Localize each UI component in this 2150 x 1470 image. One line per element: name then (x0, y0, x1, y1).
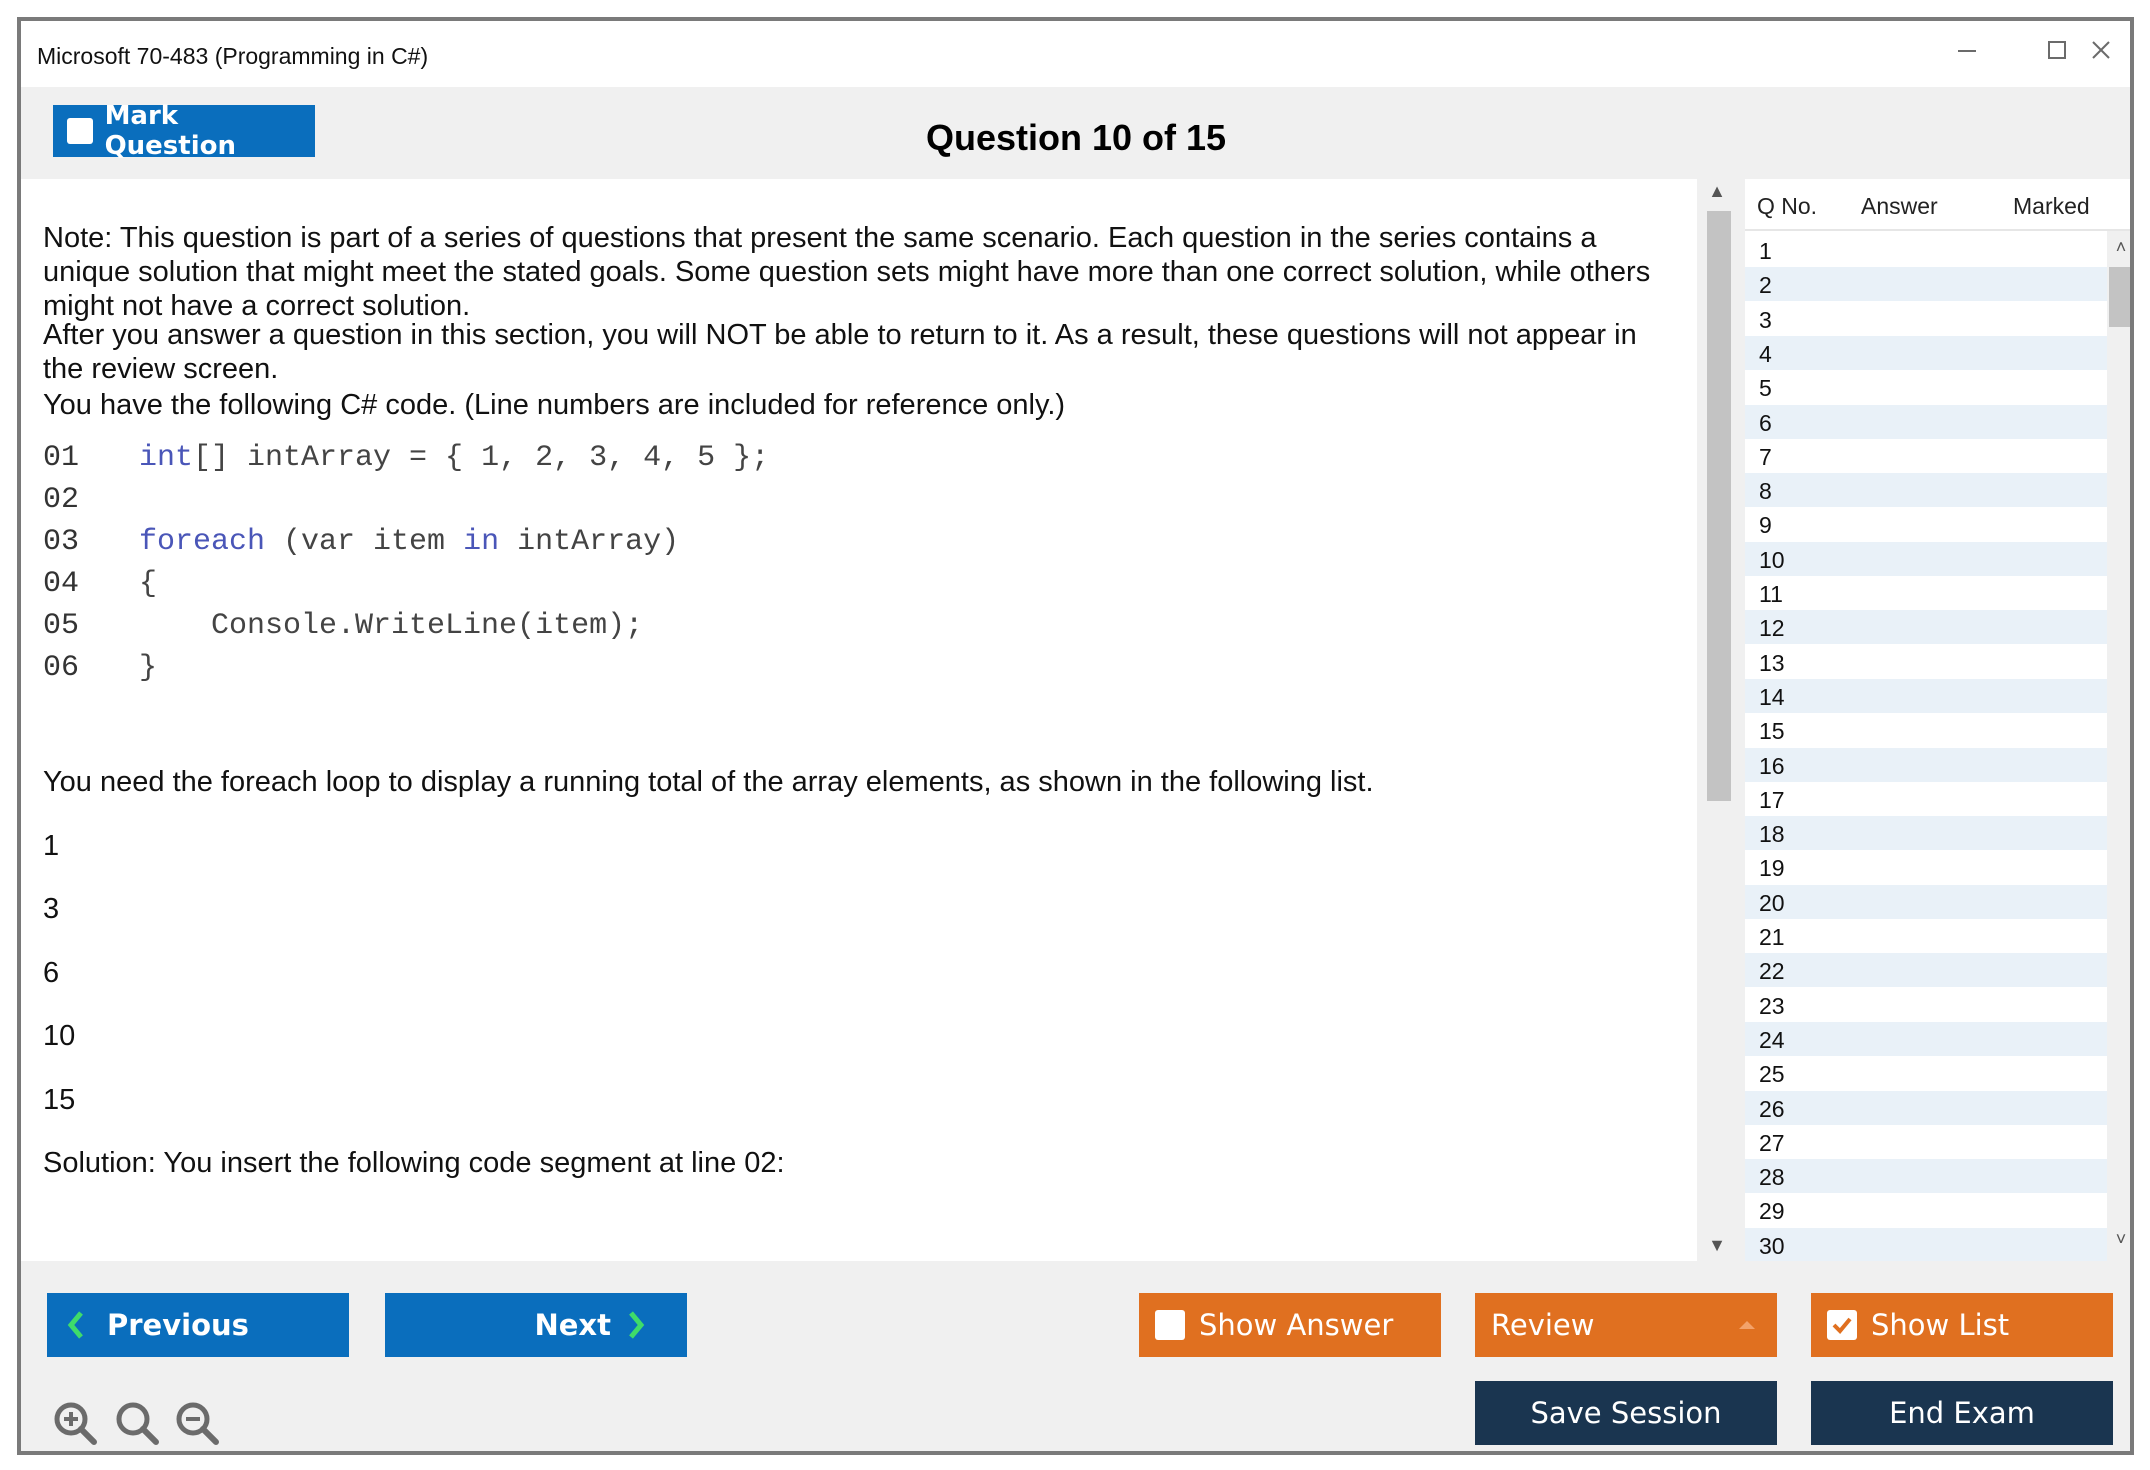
question-list-row[interactable] (1745, 370, 2107, 404)
caret-up-icon (1735, 1315, 1759, 1335)
question-list-row[interactable] (1745, 988, 2107, 1022)
list-scroll-up-icon[interactable]: ˄ (2115, 237, 2127, 257)
code-line (43, 609, 1243, 651)
question-number: 2 (1759, 272, 1772, 299)
question-number: 20 (1759, 889, 1785, 916)
running-total-item: 10 (43, 1020, 76, 1052)
chevron-left-icon (47, 1305, 107, 1345)
question-paragraph-note: Note: This question is part of a series of questions that present the same scenario. Each question in the series contains a unique solution that might meet the stated goals. Some question sets might have more than one correct solution, while others might not have a correct solution. (43, 222, 1651, 322)
show-list-label: Show List (1871, 1308, 2010, 1342)
code-line-number: 06 (43, 651, 80, 685)
footer-toolbar (21, 1261, 2130, 1455)
show-list-checkbox-icon[interactable] (1827, 1310, 1857, 1340)
question-list-row[interactable] (1745, 405, 2107, 439)
question-content (21, 179, 1697, 1261)
question-list (1745, 179, 2134, 1261)
question-number: 15 (1759, 718, 1785, 745)
mark-question-label: Mark Question (104, 101, 236, 161)
question-number: 24 (1759, 1026, 1785, 1053)
show-answer-checkbox-icon[interactable] (1155, 1310, 1185, 1340)
question-list-row[interactable] (1745, 816, 2107, 850)
question-list-row[interactable] (1745, 267, 2107, 301)
question-list-row[interactable] (1745, 782, 2107, 816)
scroll-thumb[interactable] (1707, 211, 1731, 801)
code-line-text: } (139, 651, 158, 685)
show-answer-button[interactable] (1139, 1293, 1441, 1357)
question-number: 17 (1759, 786, 1785, 813)
minimize-icon[interactable] (1937, 35, 1997, 75)
question-paragraph-code-intro: You have the following C# code. (Line numbers are included for reference only.) (43, 389, 1066, 421)
question-list-row[interactable] (1745, 1125, 2107, 1159)
title-bar (21, 21, 2130, 87)
running-total-item: 1 (43, 830, 60, 862)
question-number: 12 (1759, 615, 1785, 642)
question-list-row[interactable] (1745, 645, 2107, 679)
question-number: 1 (1759, 238, 1772, 264)
list-scroll-thumb[interactable] (2109, 267, 2133, 327)
question-paragraph-warning: After you answer a question in this section, you will NOT be able to return to it. As a result, these questions will not appear in the review screen. (43, 319, 1637, 385)
question-list-row[interactable] (1745, 576, 2107, 610)
code-line-number: 03 (43, 525, 80, 559)
zoom-reset-icon[interactable] (113, 1399, 163, 1449)
question-list-row[interactable] (1745, 1056, 2107, 1090)
question-number: 29 (1759, 1198, 1785, 1225)
show-answer-label: Show Answer (1199, 1308, 1394, 1342)
review-button[interactable] (1475, 1293, 1777, 1357)
question-list-row[interactable] (1745, 953, 2107, 987)
question-list-row[interactable] (1745, 748, 2107, 782)
scroll-down-icon[interactable]: ▼ (1708, 1235, 1726, 1255)
question-list-header (1745, 179, 2134, 231)
question-number: 9 (1759, 512, 1772, 539)
code-line-number: 04 (43, 567, 80, 601)
question-number: 19 (1759, 855, 1785, 882)
close-icon[interactable] (2071, 35, 2131, 75)
question-number: 8 (1759, 478, 1772, 505)
question-list-row[interactable] (1745, 1228, 2107, 1261)
question-number: 10 (1759, 546, 1785, 573)
next-label: Next (534, 1308, 611, 1342)
next-button[interactable] (385, 1293, 687, 1357)
question-number: 14 (1759, 683, 1785, 710)
save-session-button[interactable] (1475, 1381, 1777, 1445)
previous-button[interactable] (47, 1293, 349, 1357)
column-marked[interactable]: Marked (2013, 193, 2090, 219)
column-answer[interactable]: Answer (1861, 193, 1938, 219)
content-scrollbar[interactable] (1697, 179, 1737, 1261)
code-line-number: 05 (43, 609, 80, 643)
question-list-row[interactable] (1745, 1091, 2107, 1125)
question-number: 16 (1759, 752, 1785, 779)
list-scrollbar[interactable] (2107, 231, 2134, 1261)
end-exam-label: End Exam (1889, 1396, 2035, 1430)
list-scroll-down-icon[interactable]: ˅ (2115, 1229, 2127, 1249)
question-number: 13 (1759, 649, 1785, 676)
code-line-text: int[] intArray = { 1, 2, 3, 4, 5 }; (139, 441, 770, 475)
code-line-number: 01 (43, 441, 80, 475)
window-title: Microsoft 70-483 (Programming in C#) (37, 43, 429, 69)
code-line-text: Console.WriteLine(item); (139, 609, 644, 643)
question-list-row[interactable] (1745, 850, 2107, 884)
question-number: 25 (1759, 1061, 1785, 1088)
question-number: 26 (1759, 1095, 1785, 1122)
question-number: 27 (1759, 1129, 1785, 1156)
question-number: 21 (1759, 924, 1785, 950)
question-list-row[interactable] (1745, 233, 2107, 267)
question-header (21, 87, 2130, 179)
question-list-row[interactable] (1745, 336, 2107, 370)
question-list-row[interactable] (1745, 885, 2107, 919)
code-line (43, 567, 1243, 609)
show-list-button[interactable] (1811, 1293, 2113, 1357)
code-line (43, 525, 1243, 567)
question-number: 5 (1759, 375, 1772, 402)
review-label: Review (1491, 1308, 1595, 1342)
question-list-row[interactable] (1745, 302, 2107, 336)
question-list-row[interactable] (1745, 473, 2107, 507)
question-number: 7 (1759, 443, 1772, 470)
checkmark-icon (1830, 1313, 1854, 1337)
running-total-item: 3 (43, 893, 60, 925)
column-q-no[interactable]: Q No. (1757, 193, 1818, 219)
previous-label: Previous (107, 1308, 249, 1342)
question-list-row[interactable] (1745, 507, 2107, 541)
chevron-right-icon (611, 1305, 661, 1345)
running-total-item: 6 (43, 957, 60, 989)
code-line (43, 651, 1243, 693)
code-line (43, 483, 1243, 525)
question-title: Question 10 of 15 (925, 117, 1227, 158)
code-line-text: foreach (var item in intArray) (139, 525, 680, 559)
code-line-text: { (139, 567, 158, 601)
exam-window (17, 17, 2134, 1455)
question-number: 4 (1759, 340, 1772, 367)
question-list-row[interactable] (1745, 1022, 2107, 1056)
end-exam-button[interactable] (1811, 1381, 2113, 1445)
question-list-row[interactable] (1745, 919, 2107, 953)
question-number: 22 (1759, 958, 1785, 985)
question-paragraph-solution: Solution: You insert the following code segment at line 02: (43, 1147, 785, 1179)
question-list-row[interactable] (1745, 1193, 2107, 1227)
question-list-row[interactable] (1745, 1159, 2107, 1193)
question-number: 30 (1759, 1232, 1785, 1259)
question-list-row[interactable] (1745, 679, 2107, 713)
code-line-number: 02 (43, 483, 80, 517)
question-paragraph-requirement: You need the foreach loop to display a running total of the array elements, as shown in the following list. (43, 766, 1374, 798)
question-number: 18 (1759, 821, 1785, 848)
save-session-label: Save Session (1530, 1396, 1722, 1430)
question-list-row[interactable] (1745, 713, 2107, 747)
question-number: 6 (1759, 409, 1772, 436)
zoom-in-icon[interactable] (51, 1399, 101, 1449)
question-list-row[interactable] (1745, 610, 2107, 644)
question-list-row[interactable] (1745, 542, 2107, 576)
question-number: 23 (1759, 992, 1785, 1019)
scroll-up-icon[interactable]: ▲ (1708, 181, 1726, 201)
question-number: 11 (1759, 581, 1783, 607)
zoom-out-icon[interactable] (173, 1399, 223, 1449)
running-total-item: 15 (43, 1084, 76, 1116)
question-number: 28 (1759, 1164, 1785, 1191)
question-number: 3 (1759, 306, 1772, 333)
question-list-row[interactable] (1745, 439, 2107, 473)
code-line (43, 441, 1243, 483)
